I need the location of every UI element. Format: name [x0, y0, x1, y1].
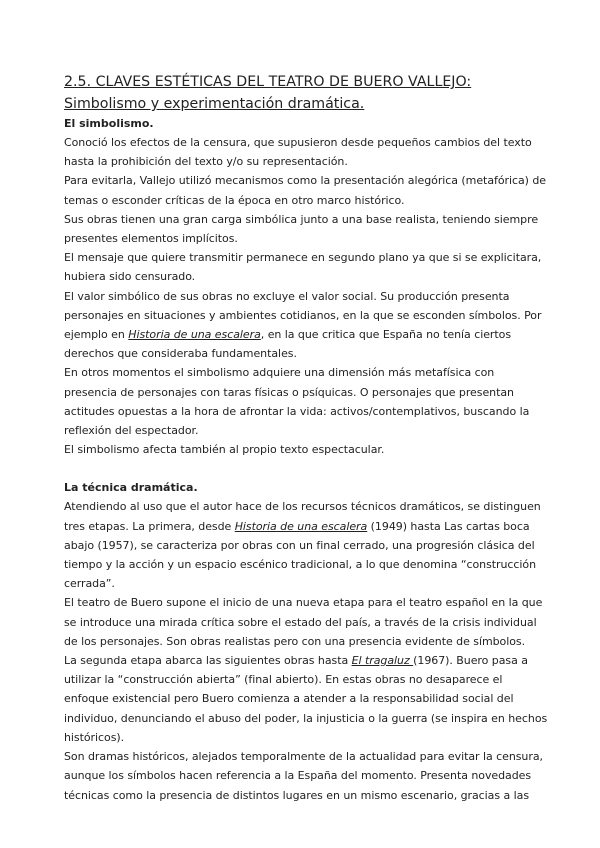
work-title: El tragaluz [351, 654, 414, 668]
document-subtitle: Simbolismo y experimentación dramática. [64, 96, 365, 112]
paragraph: Para evitarla, Vallejo utilizó mecanismos como la presentación alegórica (metafórica) de temas o esconder críticas de la época en otro marco histórico. [64, 174, 547, 207]
paragraph: El teatro de Buero supone el inicio de una nueva etapa para el teatro español en la que se introduce una mirada crítica sobre el estado del país, a través de la crisis individual de los personajes. Son obras realistas pero con una presencia evidente de símbolos. [64, 596, 543, 648]
text-span: El valor simbólico de sus obras no excluye el valor social. Su producción presenta personajes en situaciones y ambientes cotidianos, en la que se esconden símbolos. Por ejemplo en [64, 289, 542, 342]
document-title: 2.5. CLAVES ESTÉTICAS DEL TEATRO DE BUERO VALLEJO: [64, 74, 472, 90]
paragraph [64, 287, 548, 364]
paragraph: Sus obras tienen una gran carga simbólica junto a una base realista, teniendo siempre presentes elementos implícitos. [64, 212, 539, 246]
spacer [64, 459, 548, 478]
paragraph [64, 497, 548, 593]
text-span: La segunda etapa abarca las siguientes obras hasta [64, 654, 352, 668]
section-tecnica [64, 497, 548, 804]
work-title: Historia de una escalera [234, 519, 368, 533]
section-heading-simbolismo: El simbolismo. [64, 117, 154, 130]
text-span: (1967). Buero pasa a utilizar la “construcción abierta” (final abierto). En estas obras no desaparece el enfoque existencial pero Buero comienza a atender a la responsabilidad social del individuo, denunciando el abuso del poder, la injusticia o la guerra (se inspira en hechos históricos). [64, 654, 548, 744]
paragraph: En otros momentos el simbolismo adquiere una dimensión más metafísica con presencia de personajes con taras físicas o psíquicas. O personajes que presentan actitudes opuestas a la hora de afrontar la vida: activos/contemplativos, buscando la reflexión del espectador. [64, 366, 530, 438]
paragraph: Conoció los efectos de la censura, que supusieron desde pequeños cambios del texto hasta la prohibición del texto y/o su representación. [64, 136, 532, 169]
paragraph: El mensaje que quiere transmitir permanece en segundo plano ya que si se explicitara, hubiera sido censurado. [64, 251, 542, 284]
section-heading-tecnica: La técnica dramática. [64, 481, 198, 495]
paragraph [64, 651, 548, 747]
paragraph: Son dramas históricos, alejados temporalmente de la actualidad para evitar la censura, aunque los símbolos hacen referencia a la España del momento. Presenta novedades técnicas como la presencia de distintos lugares en un mismo escenario, gracias a las [64, 750, 543, 802]
text-span: , en la que critica que España no tenía ciertos derechos que consideraba fundamentales. [64, 328, 512, 361]
text-span: Atendiendo al uso que el autor hace de los recursos técnicos dramáticos, se distinguen tres etapas. La primera, desde [64, 500, 541, 533]
work-title: Historia de una escalera [128, 328, 261, 342]
paragraph: El simbolismo afecta también al propio texto espectacular. [64, 443, 385, 457]
document-content [64, 72, 548, 805]
text-span: (1949) hasta Las cartas boca abajo (1957), se caracteriza por obras con un final cerrado, una progresión clásica del tiempo y la acción y un espacio escénico tradicional, a lo que denomina “construcción cerrada”. [64, 519, 537, 591]
section-simbolismo [64, 133, 548, 459]
